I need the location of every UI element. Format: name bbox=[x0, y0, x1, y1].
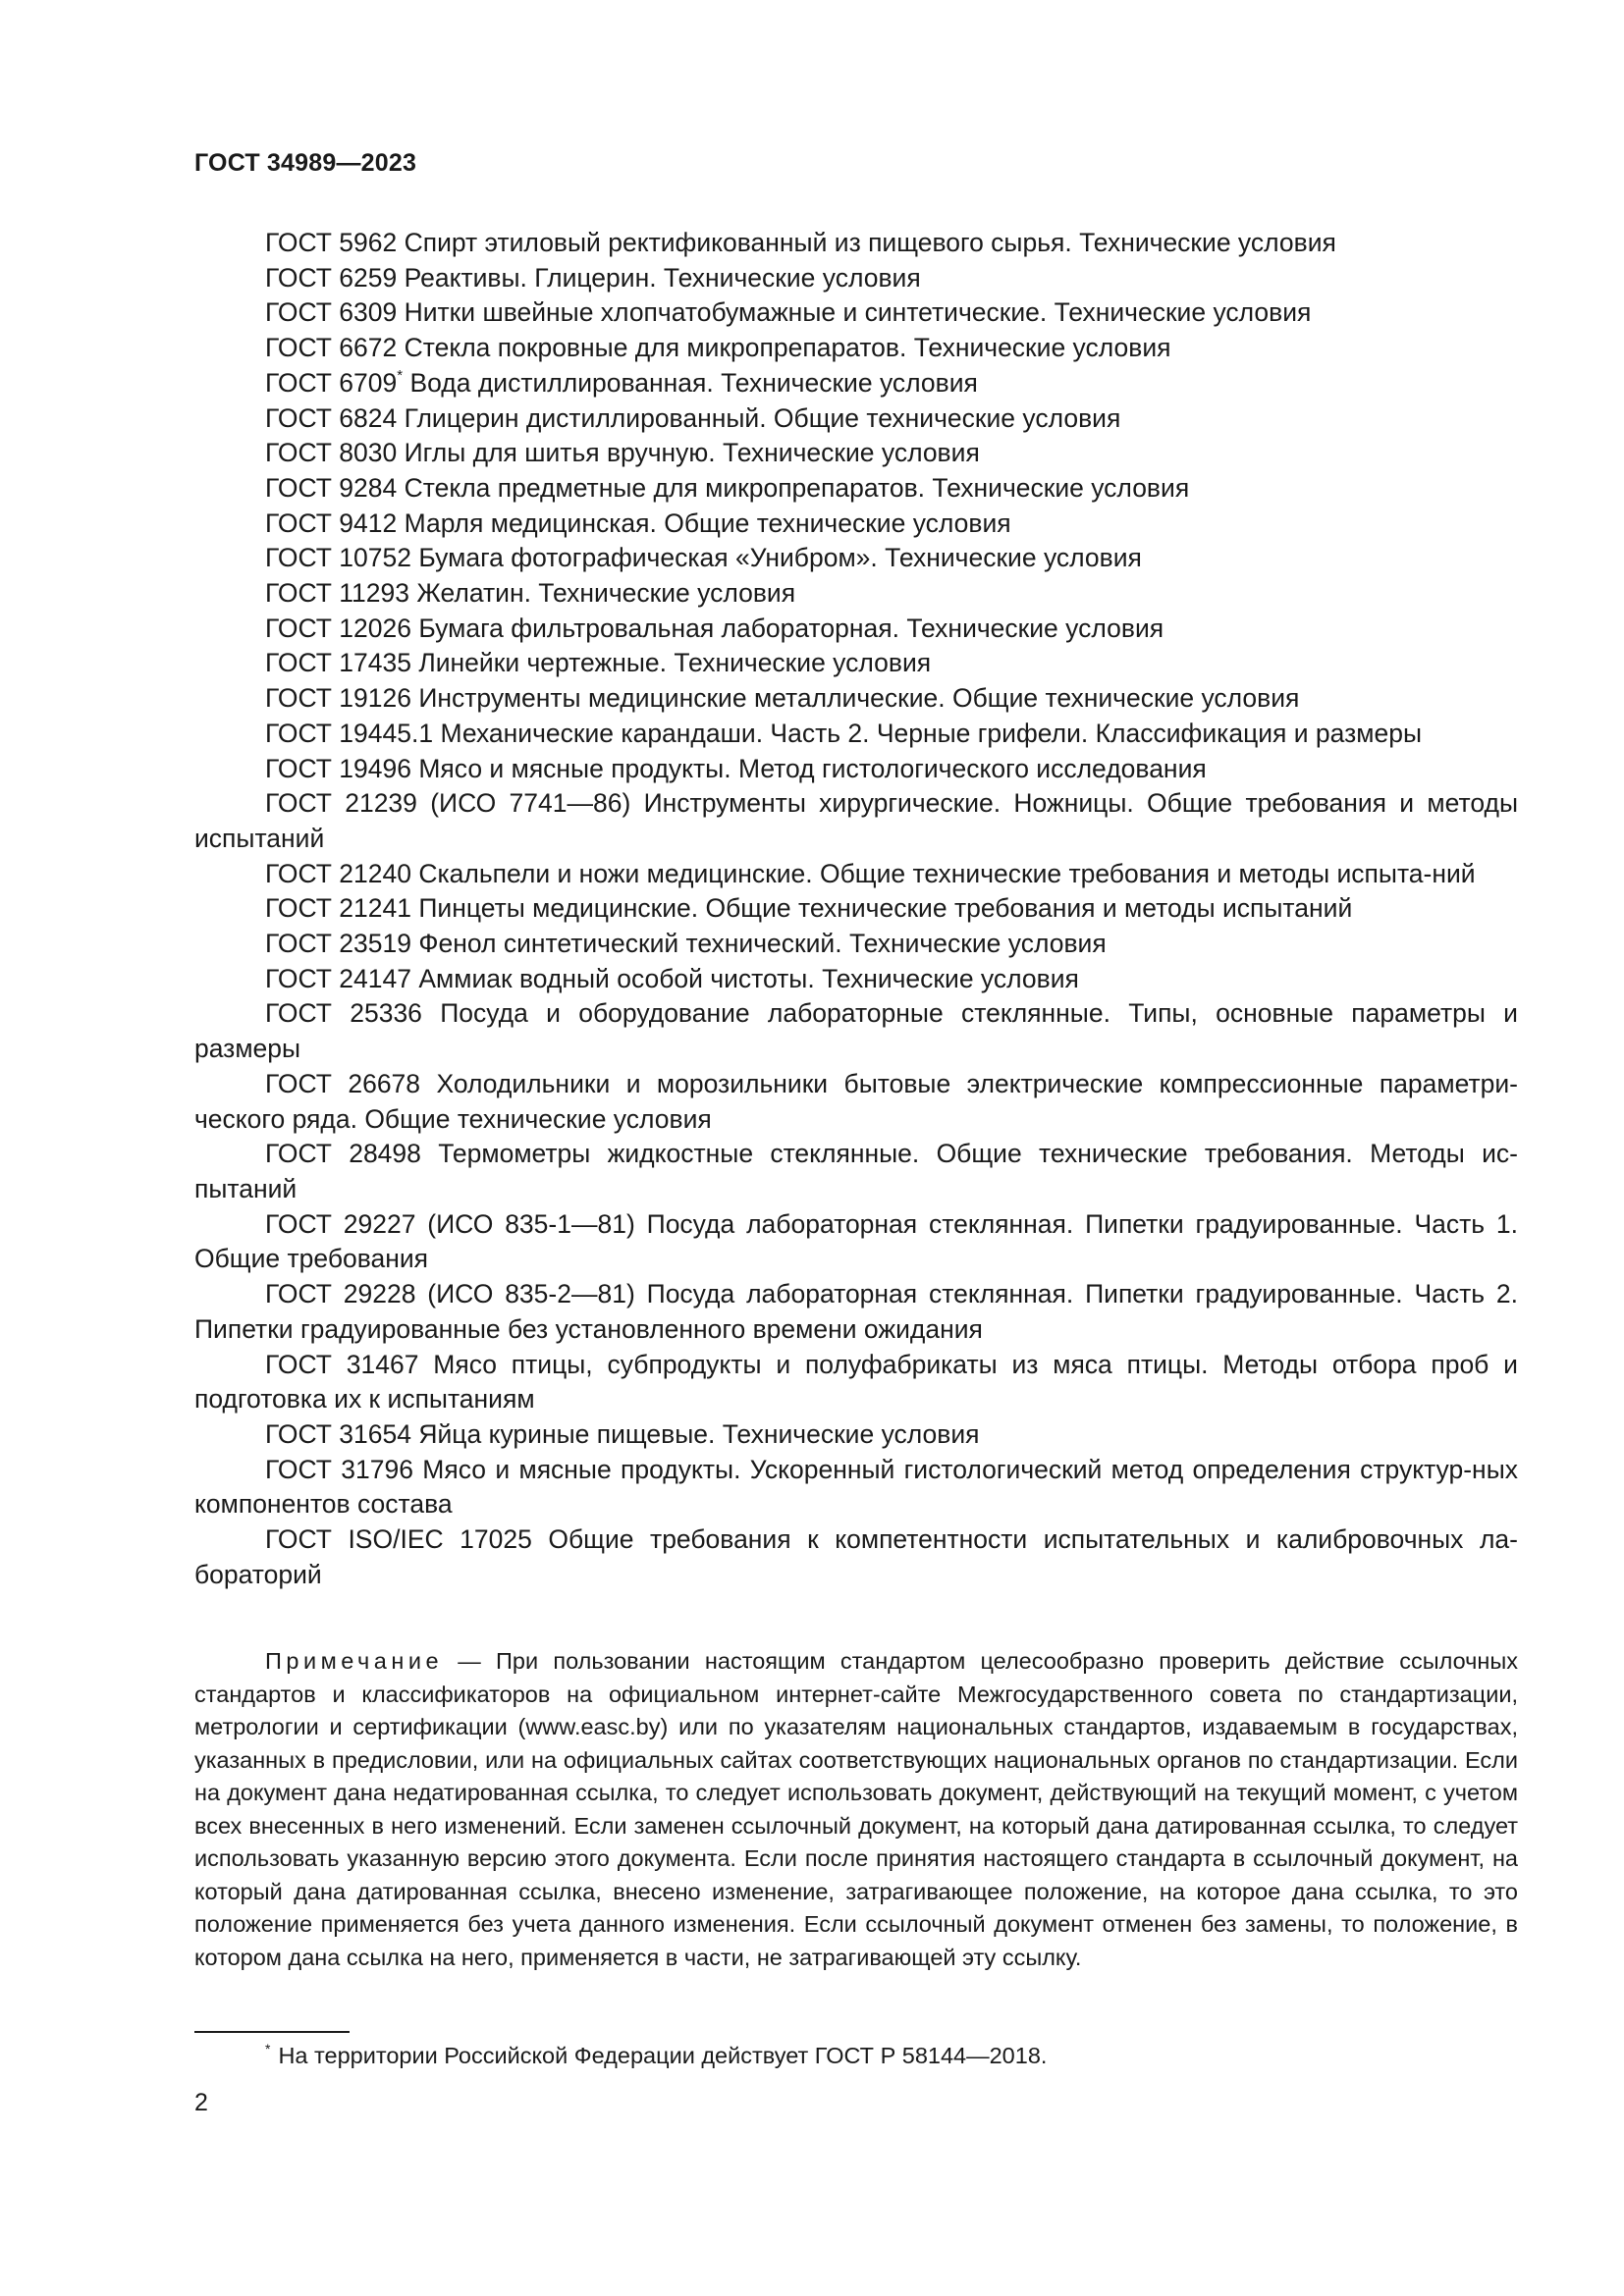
reference-item bbox=[194, 1277, 1518, 1347]
reference-item bbox=[194, 1417, 1518, 1453]
reference-title: Посуда лабораторная стеклянная. Пипетки градуированные. Часть 2. Пипетки градуированные без установленного времени ожидания bbox=[194, 1279, 1518, 1344]
reference-code: ГОСТ 9284 bbox=[265, 472, 398, 503]
footnote bbox=[265, 2040, 1047, 2071]
reference-title: Инструменты хирургические. Ножницы. Общие требования и методы испытаний bbox=[194, 788, 1518, 853]
reference-item bbox=[194, 1207, 1518, 1277]
reference-title: Инструменты медицинские металлические. Общие технические условия bbox=[418, 683, 1300, 714]
reference-title: Яйца куриные пищевые. Технические условия bbox=[418, 1418, 980, 1449]
reference-title: Реактивы. Глицерин. Технические условия bbox=[404, 262, 921, 293]
reference-title: Мясо и мясные продукты. Метод гистологического исследования bbox=[418, 753, 1207, 783]
footnote-mark: * bbox=[265, 2041, 271, 2056]
reference-item bbox=[194, 996, 1518, 1066]
reference-item bbox=[194, 541, 1518, 576]
reference-item bbox=[194, 752, 1518, 787]
reference-code: ГОСТ 10752 bbox=[265, 543, 411, 573]
reference-item bbox=[194, 471, 1518, 507]
reference-code: ГОСТ 28498 bbox=[265, 1139, 421, 1169]
footnote-divider bbox=[194, 2031, 350, 2033]
reference-title: Вода дистиллированная. Технические условия bbox=[409, 367, 978, 398]
reference-code: ГОСТ 6709 bbox=[265, 367, 398, 398]
note-label: Примечание bbox=[265, 1648, 444, 1674]
footnote-marker: * bbox=[397, 366, 404, 384]
reference-title: Термометры жидкостные стеклянные. Общие технические требования. Методы ис-пытаний bbox=[194, 1139, 1518, 1203]
page-number: 2 bbox=[194, 2089, 208, 2116]
reference-title: Бумага фильтровальная лабораторная. Технические условия bbox=[418, 613, 1164, 643]
reference-item bbox=[194, 927, 1518, 962]
reference-title: Скальпели и ножи медицинские. Общие технические требования и методы испыта-ний bbox=[418, 858, 1476, 888]
reference-code: ГОСТ 11293 bbox=[265, 578, 410, 609]
reference-item bbox=[194, 366, 1518, 401]
reference-item bbox=[194, 261, 1518, 296]
reference-title: Посуда лабораторная стеклянная. Пипетки градуированные. Часть 1. Общие требования bbox=[194, 1208, 1518, 1274]
reference-item bbox=[194, 226, 1518, 261]
reference-item bbox=[194, 507, 1518, 542]
reference-code: ГОСТ 9412 bbox=[265, 507, 398, 538]
reference-code: ГОСТ 29228 (ИСО 835-2—81) bbox=[265, 1279, 635, 1309]
reference-item bbox=[194, 331, 1518, 366]
reference-code: ГОСТ 31467 bbox=[265, 1349, 419, 1379]
reference-title: Марля медицинская. Общие технические условия bbox=[404, 507, 1011, 538]
reference-title: Иглы для шитья вручную. Технические условия bbox=[404, 438, 980, 468]
reference-title: Линейки чертежные. Технические условия bbox=[418, 648, 932, 678]
reference-title: Нитки швейные хлопчатобумажные и синтетические. Технические условия bbox=[404, 297, 1312, 328]
reference-code: ГОСТ 26678 bbox=[265, 1068, 421, 1098]
reference-title: Холодильники и морозильники бытовые электрические компрессионные параметри-ческого ряда. Общие технические условия bbox=[194, 1068, 1518, 1134]
reference-title: Фенол синтетический технический. Технические условия bbox=[418, 929, 1107, 959]
reference-item bbox=[194, 612, 1518, 647]
note-text: — При пользовании настоящим стандартом целесообразно проверить действие ссылочных стандартов и классификаторов на официальном интернет-сайте Межгосударственного совета по стандартизации, метрологии и сертификации (www.easc.by) или по указателям национальных стандартов, издаваемым в государствах, указанных в предисловии, или на официальных сайтах соответствующих национальных органов по стандартизации. Если на документ дана недатированная ссылка, то следует использовать документ, действующий на текущий момент, с учетом всех внесенных в него изменений. Если заменен ссылочный документ, на который дана датированная ссылка, то следует использовать указанную версию этого документа. Если после принятия настоящего стандарта в ссылочный документ, на который дана датированная ссылка, внесено изменение, затрагивающее положение, на которое дана ссылка, то это положение применяется без учета данного изменения. Если ссылочный документ отменен без замены, то положение, в котором дана ссылка на него, применяется в части, не затрагивающей эту ссылку. bbox=[194, 1648, 1519, 1970]
reference-title: Общие требования к компетентности испытательных и калибровочных ла-бораторий bbox=[194, 1524, 1518, 1589]
reference-item bbox=[194, 401, 1518, 437]
reference-item bbox=[194, 646, 1518, 681]
reference-code: ГОСТ 6824 bbox=[265, 402, 398, 433]
reference-item bbox=[194, 681, 1518, 717]
reference-item bbox=[194, 576, 1518, 612]
reference-item bbox=[194, 962, 1518, 997]
reference-code: ГОСТ 21239 (ИСО 7741—86) bbox=[265, 788, 631, 819]
reference-code: ГОСТ 19126 bbox=[265, 683, 411, 714]
reference-code: ГОСТ ISO/IEC 17025 bbox=[265, 1524, 532, 1555]
reference-title: Глицерин дистиллированный. Общие технические условия bbox=[404, 402, 1121, 433]
reference-code: ГОСТ 31654 bbox=[265, 1418, 411, 1449]
reference-title: Мясо и мясные продукты. Ускоренный гистологический метод определения структур-ных компонентов состава bbox=[194, 1454, 1518, 1520]
reference-title: Пинцеты медицинские. Общие технические требования и методы испытаний bbox=[418, 893, 1353, 924]
reference-item bbox=[194, 295, 1518, 331]
reference-code: ГОСТ 19445.1 bbox=[265, 718, 434, 748]
reference-code: ГОСТ 6309 bbox=[265, 297, 398, 328]
reference-code: ГОСТ 6259 bbox=[265, 262, 398, 293]
reference-code: ГОСТ 21241 bbox=[265, 893, 411, 924]
footnote-text: На территории Российской Федерации действует ГОСТ Р 58144—2018. bbox=[278, 2043, 1048, 2068]
reference-item bbox=[194, 717, 1518, 752]
reference-item bbox=[194, 1067, 1518, 1137]
document-header-title: ГОСТ 34989—2023 bbox=[194, 149, 417, 177]
reference-title: Стекла покровные для микропрепаратов. Технические условия bbox=[404, 333, 1171, 363]
reference-title: Посуда и оборудование лабораторные стеклянные. Типы, основные параметры и размеры bbox=[194, 998, 1518, 1064]
normative-references-list bbox=[194, 226, 1518, 1592]
reference-code: ГОСТ 8030 bbox=[265, 438, 398, 468]
reference-item bbox=[194, 857, 1518, 892]
reference-item bbox=[194, 1453, 1518, 1522]
reference-code: ГОСТ 12026 bbox=[265, 613, 411, 643]
reference-code: ГОСТ 24147 bbox=[265, 963, 411, 993]
note-paragraph bbox=[194, 1645, 1518, 1974]
reference-code: ГОСТ 29227 (ИСО 835-1—81) bbox=[265, 1208, 635, 1239]
reference-title: Бумага фотографическая «Унибром». Технические условия bbox=[418, 543, 1142, 573]
reference-code: ГОСТ 5962 bbox=[265, 228, 398, 257]
reference-item bbox=[194, 1137, 1518, 1206]
reference-title: Желатин. Технические условия bbox=[416, 578, 796, 609]
reference-title: Спирт этиловый ректификованный из пищевого сырья. Технические условия bbox=[404, 228, 1336, 257]
reference-item bbox=[194, 786, 1518, 856]
reference-code: ГОСТ 6672 bbox=[265, 333, 398, 363]
reference-title: Мясо птицы, субпродукты и полуфабрикаты из мяса птицы. Методы отбора проб и подготовка их к испытаниям bbox=[194, 1349, 1518, 1415]
reference-code: ГОСТ 23519 bbox=[265, 929, 411, 959]
reference-code: ГОСТ 19496 bbox=[265, 753, 411, 783]
reference-item bbox=[194, 1348, 1518, 1417]
reference-code: ГОСТ 31796 bbox=[265, 1454, 413, 1484]
reference-item bbox=[194, 891, 1518, 927]
reference-code: ГОСТ 25336 bbox=[265, 998, 422, 1029]
reference-title: Стекла предметные для микропрепаратов. Технические условия bbox=[404, 472, 1190, 503]
reference-item bbox=[194, 1522, 1518, 1592]
reference-title: Аммиак водный особой чистоты. Технические условия bbox=[418, 963, 1079, 993]
reference-item bbox=[194, 436, 1518, 471]
reference-code: ГОСТ 21240 bbox=[265, 858, 411, 888]
reference-title: Механические карандаши. Часть 2. Черные грифели. Классификация и размеры bbox=[440, 718, 1422, 748]
reference-code: ГОСТ 17435 bbox=[265, 648, 411, 678]
